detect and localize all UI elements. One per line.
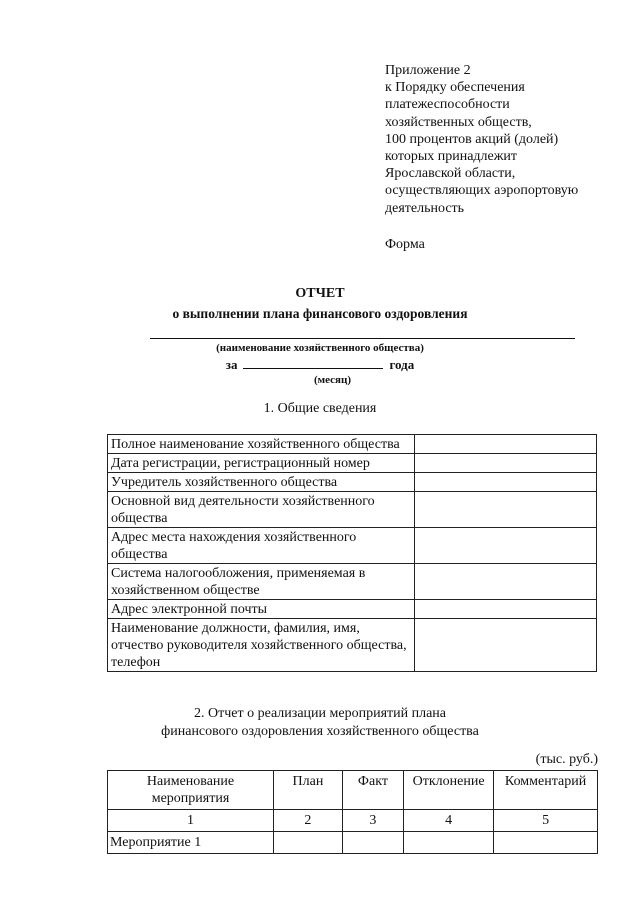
row-value-cell[interactable] [415,473,597,492]
row-label: Система налогообложения, применяемая в хозяйственном обществе [108,564,415,600]
row-label: Адрес электронной почты [108,600,415,619]
annex-line: которых принадлежит [385,149,518,165]
col-header-fact: Факт [342,771,403,810]
row-value-cell[interactable] [415,564,597,600]
row-value-cell[interactable] [415,454,597,473]
table-row [108,454,597,473]
row-label: Адрес места нахождения хозяйственного общества [108,528,415,564]
general-info-table [107,434,597,672]
period-suffix: года [389,357,415,372]
row-value-cell[interactable] [415,600,597,619]
section2-heading-line1: 2. Отчет о реализации мероприятий плана [193,706,447,721]
form-label: Форма [385,237,425,252]
table-row [108,564,597,600]
col-number: 1 [108,810,274,832]
col-header-comment: Комментарий [494,771,598,810]
annex-line: деятельность [385,200,465,216]
comment-cell[interactable] [494,832,598,854]
row-label: Основной вид деятельности хозяйственного общества [108,492,415,528]
period-month-blank[interactable] [243,356,383,369]
row-value-cell[interactable] [415,619,597,672]
annex-line: 100 процентов акций (долей) [385,131,559,147]
annex-line: к Порядку обеспечения [385,80,525,96]
annex-line: хозяйственных обществ, [385,114,532,130]
period-prefix: за [225,357,238,372]
row-label: Полное наименование хозяйственного общества [108,435,415,454]
section1-heading: 1. Общие сведения [263,401,377,416]
plan-cell[interactable] [274,832,343,854]
table-number-row [108,810,598,832]
table-row [108,832,598,854]
section2-heading-line2: финансового оздоровления хозяйственного общества [161,724,479,739]
period-line [0,356,640,373]
row-value-cell[interactable] [415,435,597,454]
table-row [108,492,597,528]
row-label: Учредитель хозяйственного общества [108,473,415,492]
col-number: 4 [404,810,494,832]
col-header-plan: План [274,771,343,810]
org-name-line[interactable] [150,338,575,339]
measure-name-cell: Мероприятие 1 [108,832,274,854]
table-header-row [108,771,598,810]
table-row [108,473,597,492]
units-label: (тыс. руб.) [535,752,598,767]
deviation-cell[interactable] [404,832,494,854]
col-header-name: Наименование мероприятия [108,771,274,810]
org-name-caption: (наименование хозяйственного общества) [216,342,424,354]
row-value-cell[interactable] [415,492,597,528]
period-caption: (месяц) [314,374,352,386]
col-number: 3 [342,810,403,832]
col-number: 5 [494,810,598,832]
section2-heading [0,705,640,741]
table-row [108,600,597,619]
report-title: ОТЧЕТ [295,286,345,301]
annex-line: осуществляющих аэропортовую [385,183,579,199]
annex-line: Приложение 2 [385,63,471,78]
measures-table [107,770,598,854]
annex-block [385,62,620,217]
table-row [108,435,597,454]
table-row [108,619,597,672]
report-subtitle: о выполнении плана финансового оздоровления [172,306,468,321]
row-value-cell[interactable] [415,528,597,564]
row-label: Наименование должности, фамилия, имя, отчество руководителя хозяйственного общества, телефон [108,619,415,672]
table-row [108,528,597,564]
col-header-deviation: Отклонение [404,771,494,810]
row-label: Дата регистрации, регистрационный номер [108,454,415,473]
annex-line: платежеспособности [385,97,510,113]
annex-line: Ярославской области, [385,166,516,182]
fact-cell[interactable] [342,832,403,854]
col-number: 2 [274,810,343,832]
